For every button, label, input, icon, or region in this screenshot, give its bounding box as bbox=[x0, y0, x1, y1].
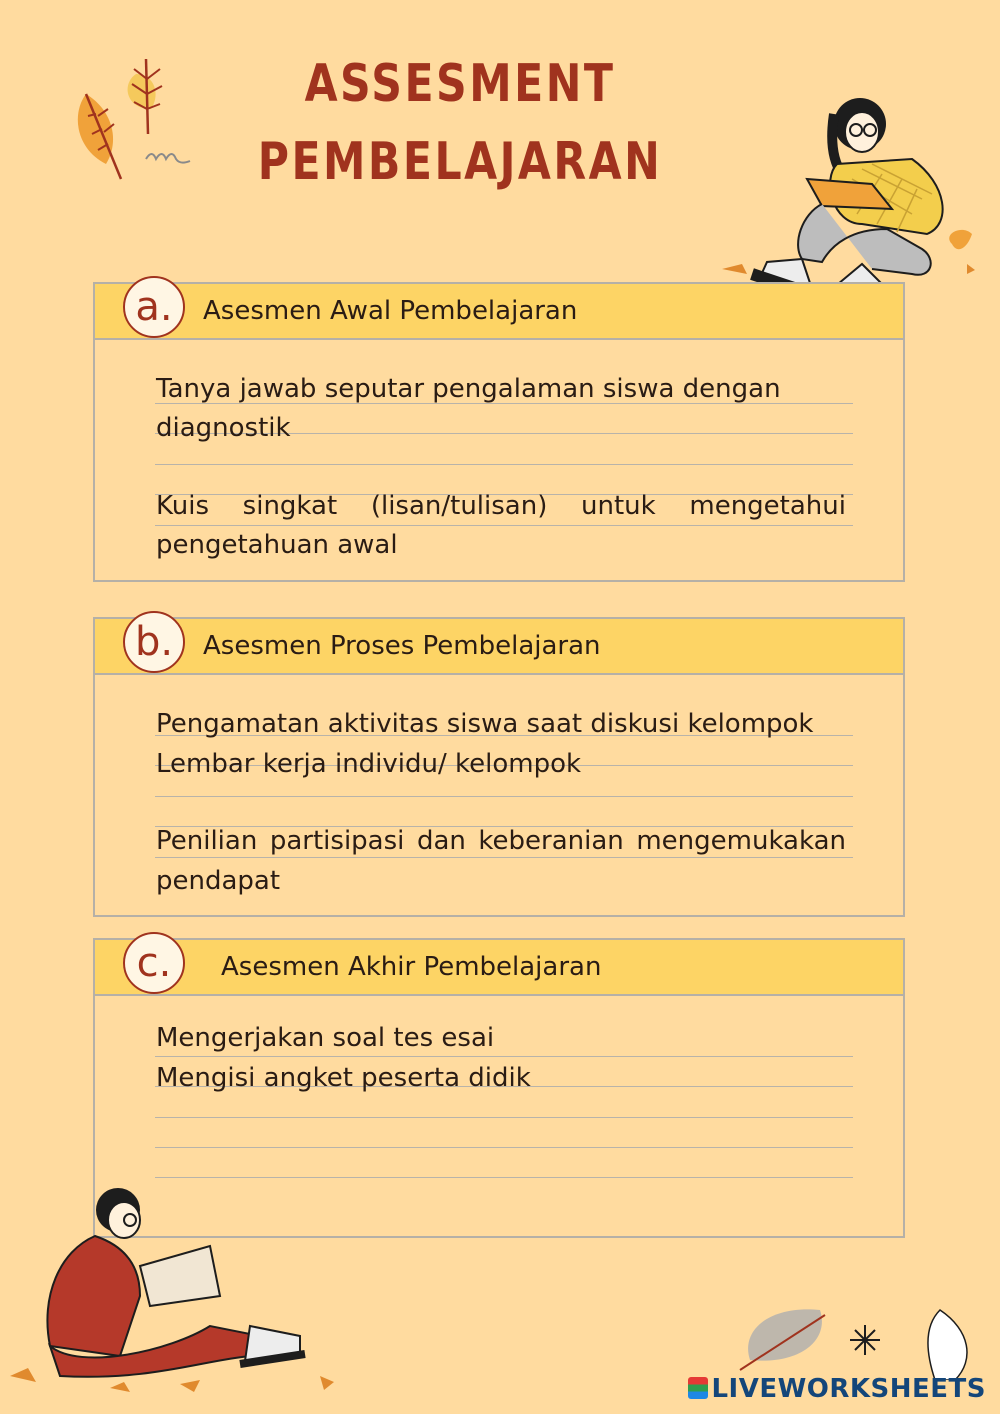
section-title: Asesmen Akhir Pembelajaran bbox=[221, 952, 602, 982]
answer-line: Pengamatan aktivitas siswa saat diskusi kelompok bbox=[156, 709, 814, 739]
answer-line: Kuis singkat (lisan/tulisan) untuk mengetahui bbox=[156, 491, 846, 521]
section-badge-c: c. bbox=[123, 932, 185, 994]
section-initial-assessment bbox=[93, 282, 905, 582]
falling-leaves-icon bbox=[730, 1300, 1000, 1380]
section-badge-a: a. bbox=[123, 276, 185, 338]
page-title-line2: PEMBELAJARAN bbox=[257, 132, 663, 192]
liveworksheets-watermark: LIVEWORKSHEETS bbox=[688, 1374, 986, 1404]
section-title: Asesmen Awal Pembelajaran bbox=[203, 296, 578, 326]
answer-line: Tanya jawab seputar pengalaman siswa dengan bbox=[156, 374, 781, 404]
section-header bbox=[95, 940, 903, 996]
section-header bbox=[95, 284, 903, 340]
liveworksheets-logo-icon bbox=[688, 1377, 708, 1399]
page-title-line1: ASSESMENT bbox=[304, 54, 616, 114]
answer-line: Mengerjakan soal tes esai bbox=[156, 1023, 495, 1053]
boy-reading-illustration-icon bbox=[0, 1176, 360, 1412]
section-header bbox=[95, 619, 903, 675]
section-title: Asesmen Proses Pembelajaran bbox=[203, 631, 601, 661]
answer-line: diagnostik bbox=[156, 413, 291, 443]
answer-line: Mengisi angket peserta didik bbox=[156, 1063, 531, 1093]
section-badge-b: b. bbox=[123, 611, 185, 673]
answer-line: pendapat bbox=[156, 866, 281, 896]
answer-line: pengetahuan awal bbox=[156, 530, 398, 560]
answer-line: Lembar kerja individu/ kelompok bbox=[156, 749, 582, 779]
answer-line: Penilian partisipasi dan keberanian mengemukakan bbox=[156, 826, 846, 856]
girl-reading-illustration-icon bbox=[712, 84, 992, 304]
section-process-assessment bbox=[93, 617, 905, 917]
autumn-leaves-icon bbox=[66, 54, 206, 184]
